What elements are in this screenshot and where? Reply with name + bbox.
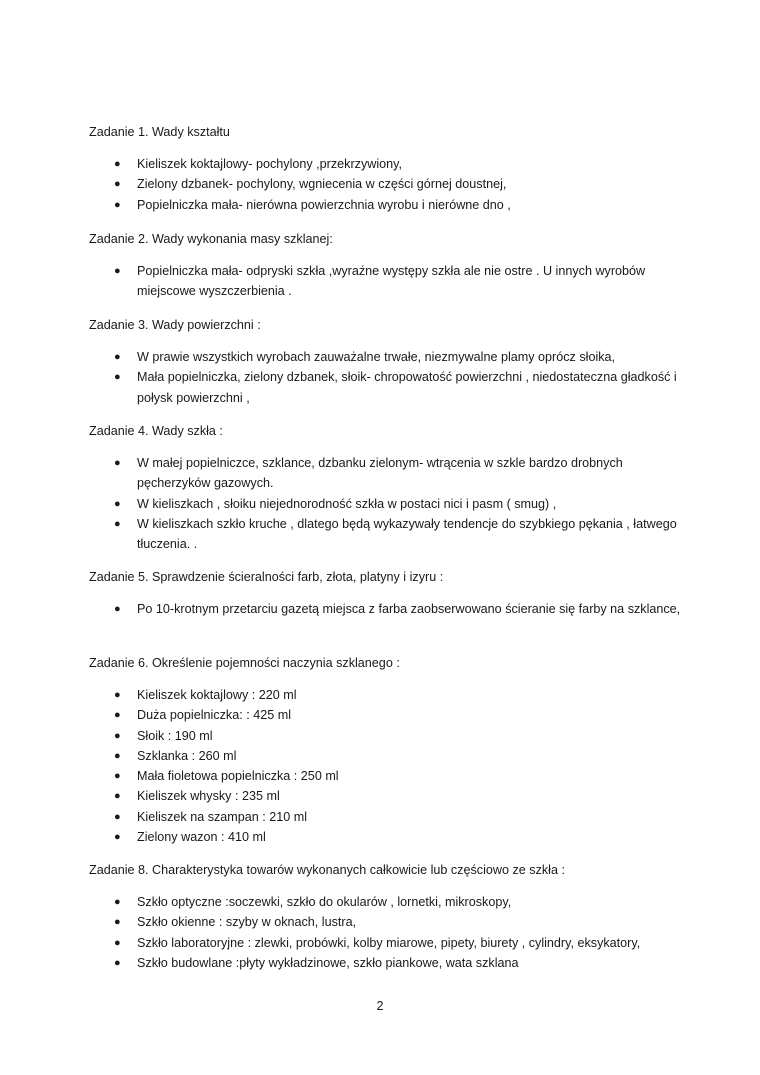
bullet-icon: ● (114, 265, 121, 277)
bullet-icon: ● (114, 689, 121, 701)
list-item-text: Szkło okienne : szyby w oknach, lustra, (137, 915, 357, 930)
bullet-list (89, 453, 689, 554)
bullet-icon: ● (114, 729, 121, 742)
list-item-text: Duża popielniczka: : 425 ml (137, 708, 292, 723)
list-item-text: Zielony dzbanek- pochylony, wgniecenia w części górnej doustnej, (137, 177, 507, 192)
list-item (89, 746, 689, 766)
bullet-list (89, 261, 689, 302)
bullet-icon: ● (114, 936, 121, 949)
section-zadanie-4 (89, 421, 689, 554)
list-item (89, 933, 689, 953)
list-item (89, 195, 689, 215)
bullet-icon: ● (114, 896, 121, 908)
list-item (89, 367, 689, 408)
section-zadanie-6 (89, 653, 689, 847)
bullet-icon: ● (114, 517, 121, 530)
list-item (89, 912, 689, 932)
list-item (89, 347, 689, 367)
bullet-list (89, 154, 689, 215)
list-item-text: Szkło optyczne :soczewki, szkło do okularów , lornetki, mikroskopy, (137, 895, 512, 909)
bullet-list (89, 892, 689, 973)
bullet-icon: ● (114, 198, 121, 211)
section-zadanie-3 (89, 315, 689, 408)
bullet-icon: ● (114, 749, 121, 762)
section-heading: Zadanie 5. Sprawdzenie ścieralności farb, złota, platyny i izyru : (89, 570, 444, 584)
bullet-icon: ● (114, 603, 121, 615)
section-heading: Zadanie 2. Wady wykonania masy szklanej: (89, 232, 333, 246)
list-item-text: W małej popielniczce, szklance, dzbanku zielonym- wtrącenia w szkle bardzo drobnych pęcherzyków gazowych. (137, 456, 623, 491)
list-item (89, 953, 689, 973)
bullet-icon: ● (114, 916, 121, 929)
list-item-text: W kieliszkach szkło kruche , dlatego będą wykazywały tendencje do szybkiego pękania , łatwego tłuczenia. . (137, 516, 677, 552)
list-item (89, 807, 689, 827)
list-item-text: Szkło budowlane :płyty wykładzinowe, szkło piankowe, wata szklana (137, 955, 519, 970)
list-item (89, 786, 689, 806)
bullet-list (89, 599, 689, 619)
list-item-text: Mała fioletowa popielniczka : 250 ml (137, 769, 339, 784)
list-item-text: Popielniczka mała- odpryski szkła ,wyraźne występy szkła ale nie ostre . U innych wyrobów miejscowe wyszczerbienia . (137, 264, 646, 299)
bullet-icon: ● (114, 497, 121, 510)
list-item (89, 154, 689, 174)
bullet-icon: ● (114, 956, 121, 969)
section-heading: Zadanie 4. Wady szkła : (89, 424, 223, 438)
section-zadanie-5 (89, 567, 689, 619)
bullet-icon: ● (114, 457, 121, 469)
list-item-text: Po 10-krotnym przetarciu gazetą miejsca z farba zaobserwowano ścieranie się farby na szklance, (137, 602, 681, 616)
list-item (89, 892, 689, 912)
list-item-text: Popielniczka mała- nierówna powierzchnia wyrobu i nierówne dno , (137, 197, 511, 212)
section-heading: Zadanie 8. Charakterystyka towarów wykonanych całkowicie lub częściowo ze szkła : (89, 863, 565, 877)
list-item-text: W prawie wszystkich wyrobach zauważalne trwałe, niezmywalne plamy oprócz słoika, (137, 350, 616, 364)
bullet-icon: ● (114, 351, 121, 363)
list-item-text: Szklanka : 260 ml (137, 748, 237, 763)
bullet-icon: ● (114, 158, 121, 170)
bullet-icon: ● (114, 371, 121, 384)
bullet-icon: ● (114, 810, 121, 823)
list-item (89, 766, 689, 786)
bullet-icon: ● (114, 709, 121, 722)
section-heading: Zadanie 3. Wady powierzchni : (89, 318, 261, 332)
bullet-icon: ● (114, 790, 121, 803)
list-item-text: Kieliszek na szampan : 210 ml (137, 809, 308, 824)
list-item-text: Kieliszek whysky : 235 ml (137, 789, 280, 804)
bullet-list (89, 347, 689, 408)
page-number: 2 (376, 999, 384, 1013)
list-item (89, 514, 689, 555)
list-item-text: Zielony wazon : 410 ml (137, 830, 266, 845)
list-item (89, 599, 689, 619)
bullet-list (89, 685, 689, 847)
list-item-text: Kieliszek koktajlowy- pochylony ,przekrzywiony, (137, 157, 403, 171)
list-item (89, 827, 689, 847)
list-item (89, 685, 689, 705)
list-item-text: Szkło laboratoryjne : zlewki, probówki, kolby miarowe, pipety, biurety , cylindry, eksykatory, (137, 935, 641, 950)
section-heading: Zadanie 6. Określenie pojemności naczynia szklanego : (89, 656, 400, 670)
section-zadanie-2 (89, 229, 689, 302)
list-item-text: Mała popielniczka, zielony dzbanek, słoik- chropowatość powierzchni , niedostateczna gładkość i połysk powierzchni , (137, 370, 677, 405)
bullet-icon: ● (114, 770, 121, 783)
section-zadanie-1 (89, 122, 689, 215)
list-item-text: Kieliszek koktajlowy : 220 ml (137, 688, 297, 702)
section-heading: Zadanie 1. Wady kształtu (89, 125, 230, 139)
list-item (89, 705, 689, 725)
list-item-text: Słoik : 190 ml (137, 728, 213, 743)
section-zadanie-8 (89, 860, 689, 973)
bullet-icon: ● (114, 831, 121, 844)
list-item (89, 726, 689, 746)
bullet-icon: ● (114, 178, 121, 191)
list-item (89, 453, 689, 494)
list-item (89, 174, 689, 194)
list-item-text: W kieliszkach , słoiku niejednorodność szkła w postaci nici i pasm ( smug) , (137, 496, 557, 511)
list-item (89, 261, 689, 302)
list-item (89, 494, 689, 514)
